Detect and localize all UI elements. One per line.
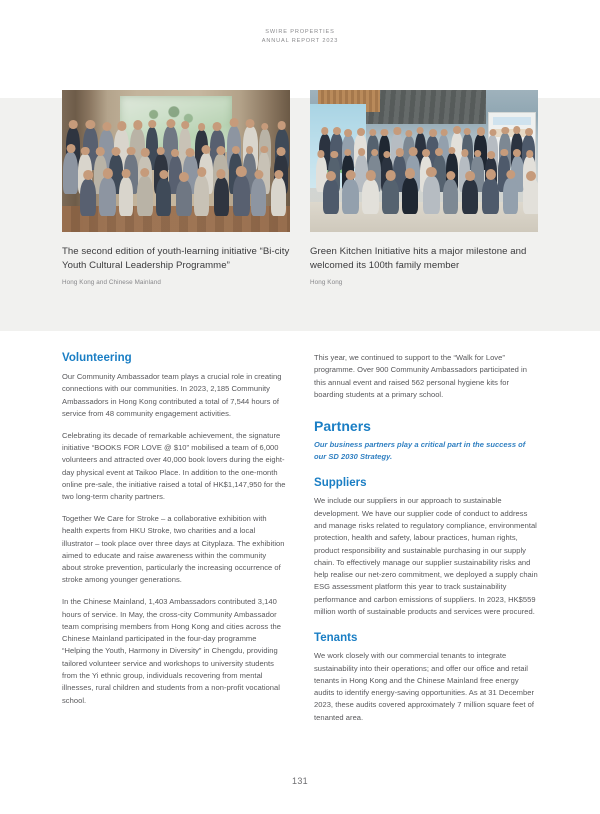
right-column bbox=[314, 352, 538, 724]
volunteering-paragraph-4: In the Chinese Mainland, 1,403 Ambassadors contributed 3,140 hours of service. In May, the cross-city Community Ambassador team comprising members from Hong Kong and cities across the Chinese Mainland participated in the four-day programme “Helping the Youth, Harmony in Diversity” in Chengdu, providing tailored volunteer service and workshops to university students from the Yi ethnic group, individuals recovering from mental illnesses, rural children and students from a non-profit vocational school. bbox=[62, 597, 281, 705]
running-header-line1: SWIRE PROPERTIES bbox=[265, 29, 335, 35]
tenants-paragraph: We work closely with our commercial tenants to integrate sustainability into their operations; and offer our office and retail tenants in Hong Kong and the Chinese Mainland free energy audits to identify energy-saving opportunities. As at 31 December 2023, these audits covered approximately 7 million square feet of tenanted area. bbox=[314, 651, 535, 722]
volunteering-heading: Volunteering bbox=[62, 352, 132, 364]
left-column bbox=[62, 352, 286, 724]
photo-block-youth-cultural-leadership bbox=[62, 90, 290, 288]
green-kitchen-photo bbox=[310, 90, 538, 232]
photo2-group-of-people bbox=[310, 116, 538, 214]
volunteering-paragraph-2: Celebrating its decade of remarkable achievement, the signature initiative “BOOKS FOR LOVE @ $10” mobilised a team of 6,000 volunteers and attracted over 40,000 book lovers during the eight-day physical event at Taikoo Place. In addition to the one-month online pre-sale, the initiative raised a total of HK$1,147,950 for the two long-term charity partners. bbox=[62, 430, 286, 502]
photo-caption: The second edition of youth-learning initiative “Bi-city Youth Cultural Leadership Programme” bbox=[62, 246, 290, 271]
photo-location: Hong Kong bbox=[310, 279, 343, 287]
body-columns bbox=[62, 352, 538, 724]
youth-cultural-leadership-photo bbox=[62, 90, 290, 232]
suppliers-heading: Suppliers bbox=[314, 477, 367, 490]
page-number: 131 bbox=[292, 776, 308, 786]
photo-location: Hong Kong and Chinese Mainland bbox=[62, 279, 161, 287]
photo-caption: Green Kitchen Initiative hits a major milestone and welcomed its 100th family member bbox=[310, 246, 527, 271]
partners-heading: Partners bbox=[314, 418, 371, 435]
photo1-group-of-people bbox=[62, 112, 290, 216]
suppliers-paragraph: We include our suppliers in our approach to sustainable development. We have our supplier code of conduct to address and manage risks related to regulatory compliance, environmental protection, health and safety, labour practices, human rights, product responsibility and sustainable purchasing in our supply chain. To effectively manage our supplier sustainability risks and help realise our net-zero commitment, we deployed a supply chain ESG assessment platform this year to track sustainability performance and carbon emissions of suppliers. In 2023, HK$559 million worth of sustainable products and services were procured. bbox=[314, 496, 538, 616]
tenants-heading: Tenants bbox=[314, 632, 358, 645]
running-header-line2: ANNUAL REPORT 2023 bbox=[261, 38, 339, 45]
walk-for-love-paragraph: This year, we continued to support to the “Walk for Love” programme. Over 900 Community Ambassadors participated in this annual event and raised 562 personal hygiene kits for boarding students at a primary school. bbox=[314, 353, 527, 399]
running-header bbox=[0, 28, 600, 46]
partners-lede: Our business partners play a critical part in the success of our SD 2030 Strategy. bbox=[314, 440, 526, 462]
photo-row bbox=[62, 90, 538, 288]
volunteering-paragraph-3: Together We Care for Stroke – a collaborative exhibition with health experts from HKU Stroke, two charities and a local illustrator – took place over three days at Cityplaza. The exhibition aimed to educate and raise awareness within the community about stroke prevention, particularly the increasing occurrence of stroke among younger generations. bbox=[62, 513, 285, 585]
photo-block-green-kitchen bbox=[310, 90, 538, 288]
volunteering-paragraph-1: Our Community Ambassador team plays a crucial role in creating connections with our communities. In 2023, 2,185 Community Ambassadors in Hong Kong contributed a total of 7,544 hours of service from 48 community engagement activities. bbox=[62, 372, 282, 418]
